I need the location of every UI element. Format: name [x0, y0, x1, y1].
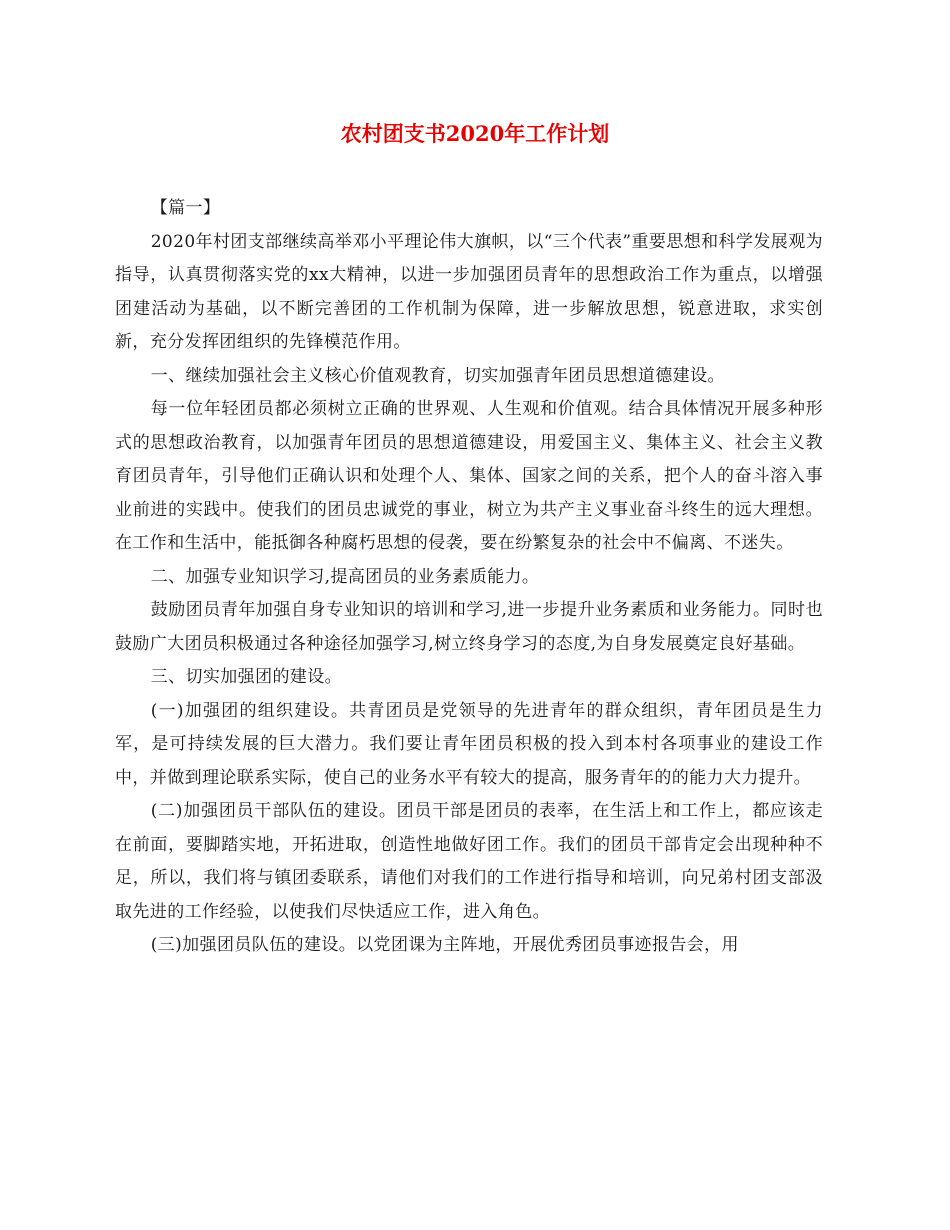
section-heading-1: 一、继续加强社会主义核心价值观教育，切实加强青年团员思想道德建设。 [150, 365, 725, 386]
body-paragraph: 鼓励团员青年加强自身专业知识的培训和学习,进一步提升业务素质和业务能力。同时也鼓励广大团员积极通过各种途径加强学习,树立终身学习的态度,为自身发展奠定良好基础。 [115, 600, 823, 654]
body-paragraph: (二)加强团员干部队伍的建设。团员干部是团员的表率，在生活上和工作上，都应该走在前面，要脚踏实地，开拓进取，创造性地做好团工作。我们的团员干部肯定会出现种种不足，所以，我们将与镇团委联系，请他们对我们的工作进行指导和培训，向兄弟村团支部汲取先进的工作经验，以使我们尽快适应工作，进入角色。 [115, 801, 823, 922]
section-heading-pian-yi: 【篇一】 [150, 198, 221, 218]
body-paragraph: (三)加强团员队伍的建设。以党团课为主阵地，开展优秀团员事迹报告会，用 [150, 935, 739, 955]
intro-paragraph: 2020年村团支部继续高举邓小平理论伟大旗帜，以“三个代表”重要思想和科学发展观为指导，认真贯彻落实党的xx大精神，以进一步加强团员青年的思想政治工作为重点，以增强团建活动为基础，以不断完善团的工作机制为保障，进一步解放思想，锐意进取，求实创新，充分发挥团组织的先锋模范作用。 [115, 231, 823, 352]
section-heading-2: 二、加强专业知识学习,提高团员的业务素质能力。 [150, 566, 540, 587]
document-body [115, 192, 823, 963]
body-paragraph: (一)加强团的组织建设。共青团员是党领导的先进青年的群众组织，青年团员是生力军，是可持续发展的巨大潜力。我们要让青年团员积极的投入到本村各项事业的建设工作中，并做到理论联系实际，使自己的业务水平有较大的提高，服务青年的的能力大力提升。 [115, 700, 823, 788]
document-title: 农村团支书2020年工作计划 [340, 121, 610, 146]
body-paragraph: 每一位年轻团员都必须树立正确的世界观、人生观和价值观。结合具体情况开展多种形式的思想政治教育，以加强青年团员的思想道德建设，用爱国主义、集体主义、社会主义教育团员青年，引导他们正确认识和处理个人、集体、国家之间的关系，把个人的奋斗溶入事业前进的实践中。使我们的团员忠诚党的事业，树立为共产主义事业奋斗终生的远大理想。在工作和生活中，能抵御各种腐朽思想的侵袭，要在纷繁复杂的社会中不偏离、不迷失。 [115, 399, 823, 553]
section-heading-3: 三、切实加强团的建设。 [150, 667, 343, 687]
